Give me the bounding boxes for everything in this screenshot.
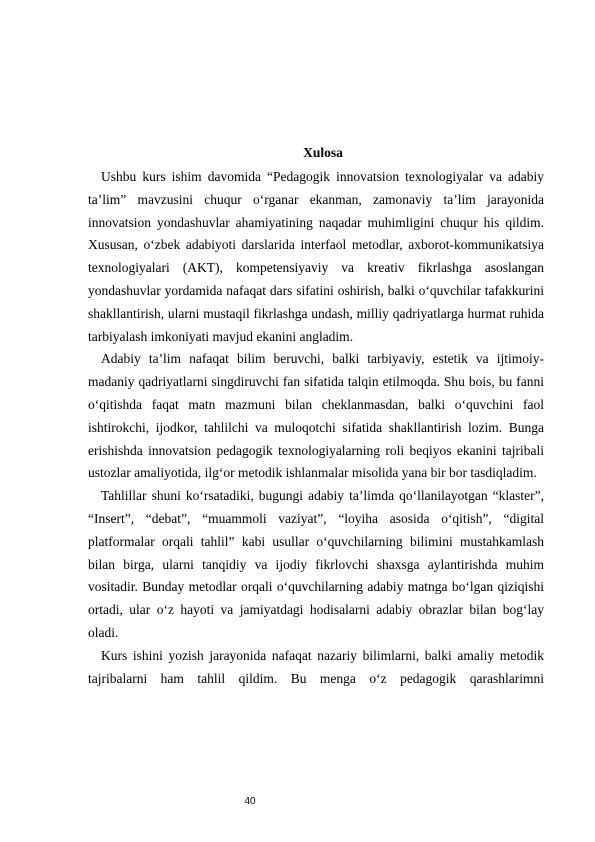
paragraph-1: Ushbu kurs ishim davomida “Pedagogik innovatsion texnologiyalar va adabiy ta’lim” mavzusini chuqur o‘rganar ekanman, zamonaviy ta’lim jarayonida innovatsion yondashuvlar ahamiyatining naqadar muhimligini chuqur his qildim. Xususan, o‘zbek adabiyoti darslarida interfaol metodlar, axborot-kommunikatsiya texnologiyalari (AKT), kompetensiyaviy va kreativ fikrlashga asoslangan yondashuvlar yordamida nafaqat dars sifatini oshirish, balki o‘quvchilar tafakkurini shakllantirish, ularni mustaqil fikrlashga undash, milliy qadriyatlarga hurmat ruhida tarbiyalash imkoniyati mavjud ekanini angladim. (88, 169, 544, 344)
paragraph-2: Adabiy ta’lim nafaqat bilim beruvchi, balki tarbiyaviy, estetik va ijtimoiy-madaniy qadriyatlarni singdiruvchi fan sifatida talqin etilmoqda. Shu bois, bu fanni o‘qitishda faqat matn mazmuni bilan cheklanmasdan, balki o‘quvchini faol ishtirokchi, ijodkor, tahlilchi va muloqotchi sifatida shakllantirish lozim. Bunga erishishda innovatsion pedagogik texnologiyalarning roli beqiyos ekanini tajribali ustozlar amaliyotida, ilg‘or metodik ishlanmalar misolida yana bir bor tasdiqladim. (88, 351, 544, 481)
paragraph-4: Kurs ishini yozish jarayonida nafaqat nazariy bilimlarni, balki amaliy metodik tajribalarni ham tahlil qildim. Bu menga o‘z pedagogik qarashlarimni (88, 647, 544, 686)
page-number: 40 (244, 796, 256, 807)
paragraph-3: Tahlillar shuni ko‘rsatadiki, bugungi adabiy ta’limda qo‘llanilayotgan “klaster”, “Insert”, “debat”, “muammoli vaziyat”, “loyiha asosida o‘qitish”, “digital platformalar orqali tahlil” kabi usullar o‘quvchilarning bilimini mustahkamlash bilan birga, ularni tanqidiy va ijodiy fikrlovchi shaxsga aylantirishda muhim vositadir. Bunday metodlar orqali o‘quvchilarning adabiy matnga bo‘lgan qiziqishi ortadi, ular o‘z hayoti va jamiyatdagi hodisalarni adabiy obrazlar bilan bog‘lay oladi. (88, 488, 544, 640)
page-title: Xulosa (303, 145, 343, 160)
page-content (88, 144, 544, 690)
